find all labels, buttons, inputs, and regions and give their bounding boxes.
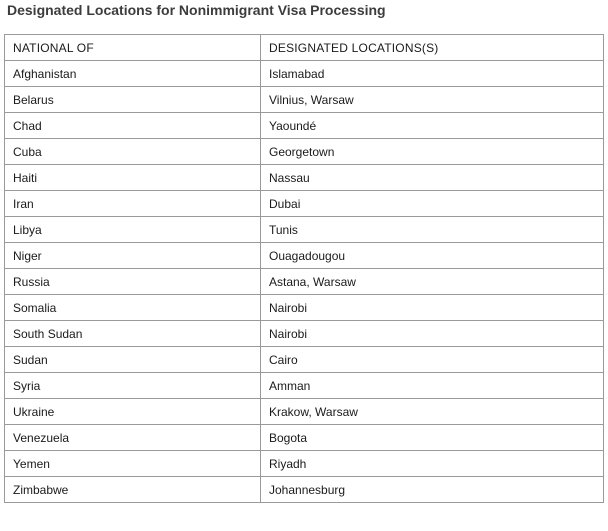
location-cell: Dubai [261,191,604,217]
location-cell: Johannesburg [261,477,604,503]
nationality-cell: Afghanistan [5,61,261,87]
table-row [5,425,604,451]
nationality-cell: Haiti [5,165,261,191]
header-designated-locations: DESIGNATED LOCATIONS(S) [261,35,604,61]
designated-locations-table [4,34,604,503]
location-cell: Nairobi [261,321,604,347]
table-row [5,269,604,295]
location-cell: Krakow, Warsaw [261,399,604,425]
nationality-cell: Chad [5,113,261,139]
table-header-row [5,35,604,61]
nationality-cell: Belarus [5,87,261,113]
nationality-cell: Ukraine [5,399,261,425]
nationality-cell: Somalia [5,295,261,321]
location-cell: Amman [261,373,604,399]
table-row [5,373,604,399]
table-row [5,477,604,503]
table-row [5,113,604,139]
header-national-of: NATIONAL OF [5,35,261,61]
nationality-cell: Yemen [5,451,261,477]
location-cell: Astana, Warsaw [261,269,604,295]
table-row [5,243,604,269]
nationality-cell: South Sudan [5,321,261,347]
table-row [5,295,604,321]
location-cell: Bogota [261,425,604,451]
table-row [5,451,604,477]
nationality-cell: Libya [5,217,261,243]
nationality-cell: Venezuela [5,425,261,451]
location-cell: Georgetown [261,139,604,165]
nationality-cell: Sudan [5,347,261,373]
table-row [5,399,604,425]
location-cell: Cairo [261,347,604,373]
table-row [5,347,604,373]
table-row [5,191,604,217]
location-cell: Nassau [261,165,604,191]
location-cell: Riyadh [261,451,604,477]
table-row [5,61,604,87]
table-row [5,165,604,191]
nationality-cell: Iran [5,191,261,217]
table-row [5,87,604,113]
location-cell: Ouagadougou [261,243,604,269]
nationality-cell: Syria [5,373,261,399]
table-row [5,321,604,347]
table-row [5,139,604,165]
page-title: Designated Locations for Nonimmigrant Visa Processing [7,2,386,18]
location-cell: Nairobi [261,295,604,321]
nationality-cell: Russia [5,269,261,295]
location-cell: Islamabad [261,61,604,87]
table-row [5,217,604,243]
nationality-cell: Niger [5,243,261,269]
nationality-cell: Zimbabwe [5,477,261,503]
nationality-cell: Cuba [5,139,261,165]
location-cell: Tunis [261,217,604,243]
location-cell: Vilnius, Warsaw [261,87,604,113]
location-cell: Yaoundé [261,113,604,139]
